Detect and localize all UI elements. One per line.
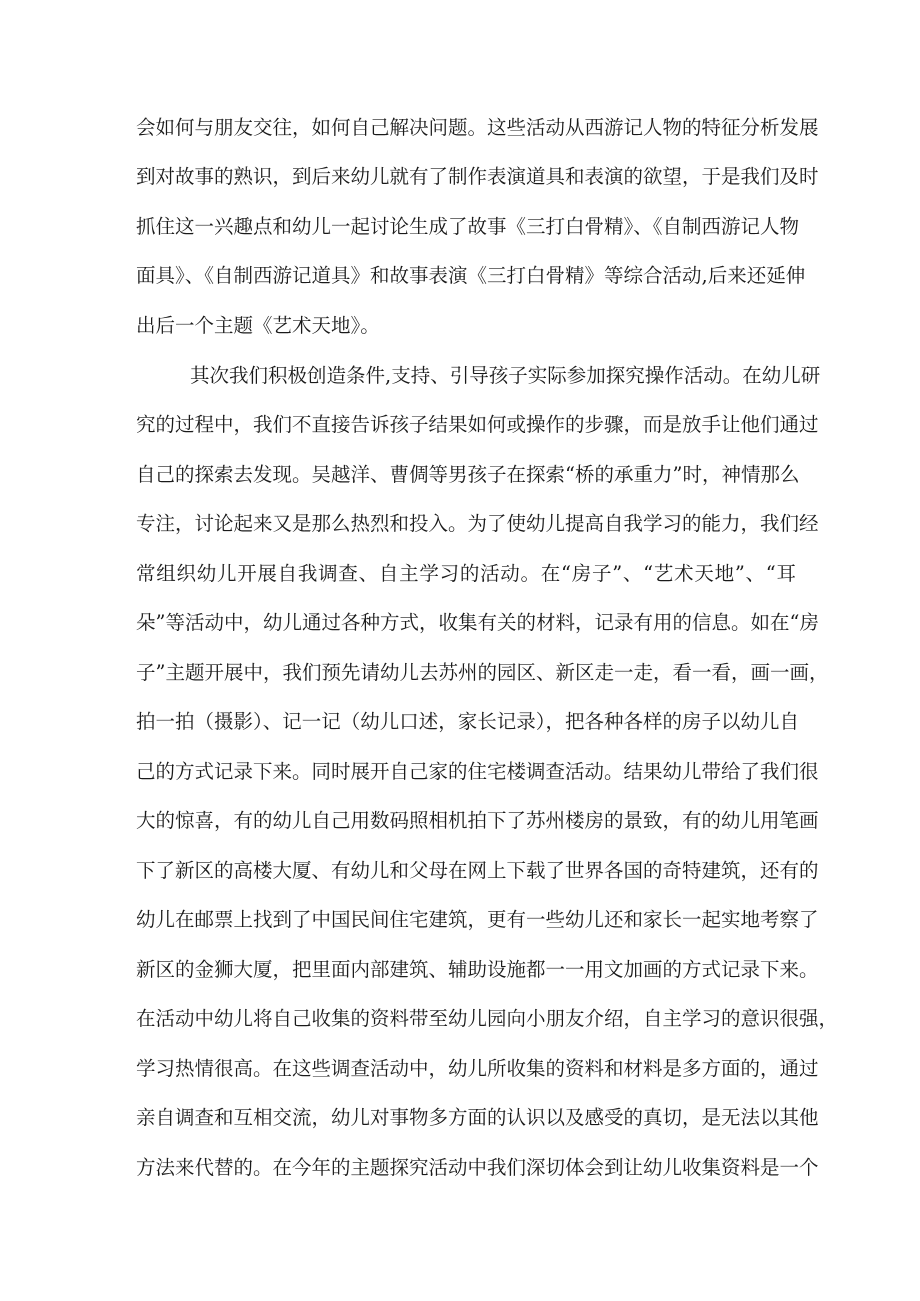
text-line: 幼儿在邮票上找到了中国民间住宅建筑，更有一些幼儿还和家长一起实地考察了 bbox=[136, 908, 819, 931]
text-line: 己的方式记录下来。同时展开自己家的住宅楼调查活动。结果幼儿带给了我们很 bbox=[136, 760, 819, 783]
text-line: 抓住这一兴趣点和幼儿一起讨论生成了故事《三打白骨精》、《自制西游记人物 bbox=[136, 215, 800, 238]
text-line: 会如何与朋友交往，如何自己解决问题。这些活动从西游记人物的特征分析发展 bbox=[136, 116, 819, 139]
text-line: 出后一个主题《艺术天地》。 bbox=[136, 314, 380, 337]
text-line: 面具》、《自制西游记道具》和故事表演《三打白骨精》等综合活动,后来还延伸 bbox=[136, 264, 806, 287]
text-line: 其次我们积极创造条件,支持、引导孩子实际参加探究操作活动。在幼儿研 bbox=[190, 364, 821, 387]
text-line: 下了新区的高楼大厦、有幼儿和父母在网上下载了世界各国的奇特建筑，还有的 bbox=[136, 859, 819, 882]
text-line: 方法来代替的。在今年的主题探究活动中我们深切体会到让幼儿收集资料是一个 bbox=[136, 1156, 819, 1179]
text-line: 亲自调查和互相交流，幼儿对事物多方面的认识以及感受的真切，是无法以其他 bbox=[136, 1106, 819, 1129]
text-line: 常组织幼儿开展自我调查、自主学习的活动。在“房子”、“艺术天地”、“耳 bbox=[136, 562, 796, 585]
text-line: 在活动中幼儿将自己收集的资料带至幼儿园向小朋友介绍，自主学习的意识很强， bbox=[136, 1007, 839, 1030]
text-line: 究的过程中，我们不直接告诉孩子结果如何或操作的步骤，而是放手让他们通过 bbox=[136, 413, 819, 436]
text-line: 子”主题开展中，我们预先请幼儿去苏州的园区、新区走一走，看一看，画一画， bbox=[136, 661, 829, 684]
text-line: 自己的探索去发现。吴越洋、曹倜等男孩子在探索“桥的承重力”时，神情那么 bbox=[136, 463, 800, 486]
text-line: 学习热情很高。在这些调查活动中，幼儿所收集的资料和材料是多方面的，通过 bbox=[136, 1057, 819, 1080]
text-line: 新区的金狮大厦，把里面内部建筑、辅助设施都一一用文加画的方式记录下来。 bbox=[136, 958, 819, 981]
text-line: 专注，讨论起来又是那么热烈和投入。为了使幼儿提高自我学习的能力，我们经 bbox=[136, 512, 819, 535]
text-line: 大的惊喜，有的幼儿自己用数码照相机拍下了苏州楼房的景致，有的幼儿用笔画 bbox=[136, 809, 819, 832]
text-line: 拍一拍（摄影）、记一记（幼儿口述，家长记录），把各种各样的房子以幼儿自 bbox=[136, 710, 800, 733]
text-line: 朵”等活动中，幼儿通过各种方式，收集有关的材料，记录有用的信息。如在“房 bbox=[136, 611, 819, 634]
text-line: 到对故事的熟识，到后来幼儿就有了制作表演道具和表演的欲望，于是我们及时 bbox=[136, 165, 819, 188]
